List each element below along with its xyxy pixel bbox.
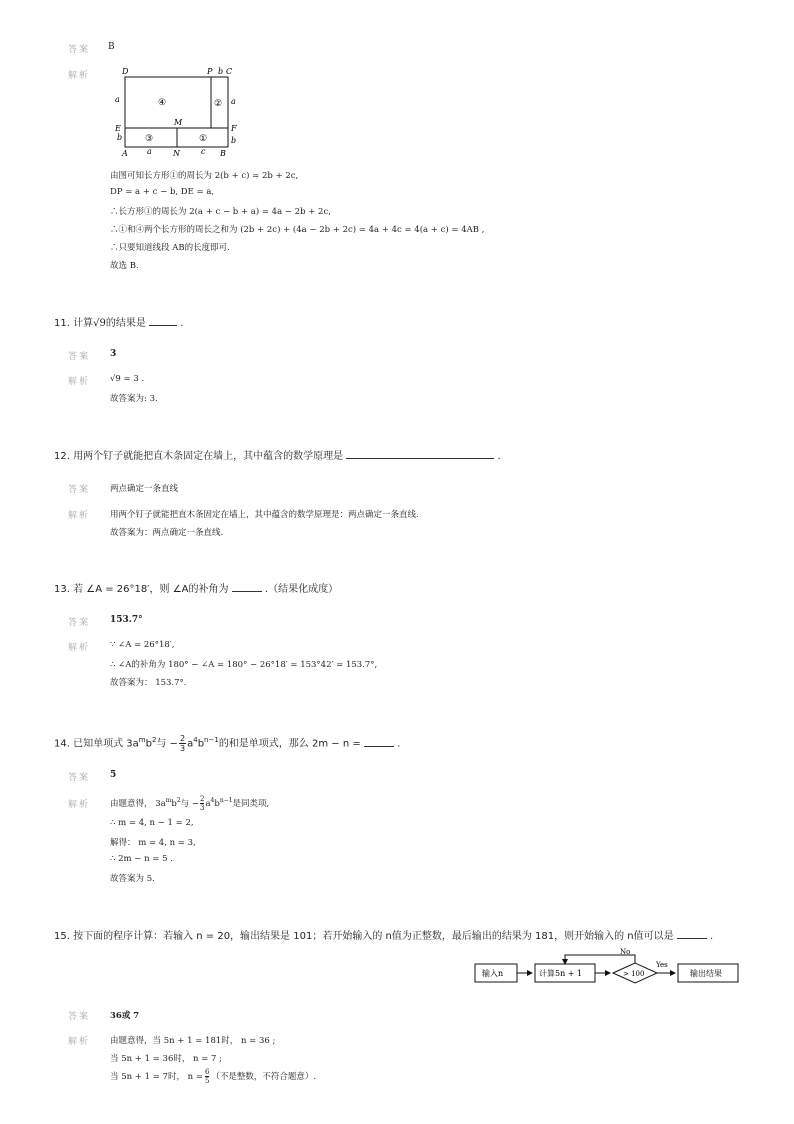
superscript: 2: [151, 736, 157, 745]
fraction-denominator: 3: [200, 804, 205, 812]
analysis-label: 解析: [68, 511, 91, 521]
solution-line: 故答案为: 3.: [110, 394, 158, 404]
label-D: D: [122, 67, 129, 76]
label-A: A: [122, 149, 128, 158]
label-M: M: [174, 118, 183, 127]
solution-line: 用两个钉子就能把直木条固定在墙上，其中蕴含的数学原理是：两点确定一条直线.: [110, 510, 419, 520]
solution-text: 当 5n + 1 = 7时， n =: [110, 1072, 203, 1082]
question-stem: a: [187, 738, 194, 750]
region-3: ③: [145, 134, 154, 144]
question-stem: 12. 用两个钉子就能把直木条固定在墙上，其中蕴含的数学原理是: [54, 451, 344, 462]
superscript: 4: [193, 736, 198, 745]
answer-value: 5: [110, 770, 117, 780]
label-B: B: [220, 149, 226, 158]
flowchart: [470, 946, 742, 986]
question-stem: 的和是单项式，那么 2m − n =: [218, 738, 361, 750]
label-b-right: b: [231, 136, 237, 145]
superscript: n−1: [219, 797, 233, 805]
solution-line: 当 5n + 1 = 36时， n = 7 ;: [110, 1054, 223, 1064]
answer-blank[interactable]: [346, 448, 494, 459]
label-F: F: [231, 124, 237, 133]
question-stem: 14. 已知单项式 3a: [54, 738, 139, 750]
superscript: 2: [176, 797, 181, 805]
solution-text: a: [205, 799, 211, 809]
answer-blank[interactable]: [149, 315, 177, 326]
answer-label: 答案: [68, 1012, 91, 1022]
solution-line: ∴①和④两个长方形的周长之和为 (2b + 2c) + (4a − 2b + 2c) = 4a + 4c = 4(a + c) = 4AB ,: [110, 225, 485, 235]
question-stem: 的结果是: [105, 318, 146, 329]
fraction-denominator: 3: [179, 744, 186, 753]
analysis-label: 解析: [68, 1037, 91, 1047]
answer-label: 答案: [68, 485, 91, 495]
solution-text: b: [171, 799, 177, 809]
label-E: E: [115, 124, 121, 133]
superscript: m: [138, 736, 146, 745]
answer-blank[interactable]: [364, 736, 394, 747]
solution-line: ∴ m = 4, n − 1 = 2,: [110, 818, 194, 828]
label-a-bottom: a: [147, 147, 152, 156]
flow-condition-label: > 100: [623, 970, 645, 978]
solution-text: 由题意得， 3a: [110, 799, 166, 809]
solution-line: 故选 B.: [110, 261, 139, 271]
solution-line: 由图可知长方形①的周长为 2(b + c) = 2b + 2c,: [110, 171, 299, 181]
question-11: [54, 314, 183, 329]
superscript: n−1: [204, 736, 219, 745]
label-c-bottom: c: [201, 147, 206, 156]
question-stem-end: .（结果化成度）: [264, 584, 339, 595]
analysis-label: 解析: [68, 643, 91, 653]
label-b-left: b: [117, 133, 123, 142]
answer-blank[interactable]: [232, 581, 262, 592]
question-stem: 与 −: [156, 738, 178, 750]
solution-line: ∴ ∠A的补角为 180° − ∠A = 180° − 26°18′ = 153°42′ = 153.7°,: [110, 660, 378, 670]
label-a-right: a: [231, 97, 236, 106]
question-stem-end: .: [397, 738, 401, 750]
solution-line: ∵ ∠A = 26°18′,: [110, 640, 175, 650]
solution-line: [110, 795, 269, 812]
fraction-numerator: 2: [200, 795, 205, 803]
answer-blank[interactable]: [677, 928, 707, 939]
question-stem-end: .: [497, 451, 501, 462]
label-P: P: [207, 67, 213, 76]
question-stem: b: [145, 738, 152, 750]
solution-text: b: [214, 799, 220, 809]
superscript: 4: [210, 797, 215, 805]
answer-value: 3: [110, 349, 117, 359]
region-2: ②: [214, 99, 223, 109]
fraction-numerator: 2: [179, 734, 186, 743]
fraction: [200, 795, 204, 812]
question-stem: 13. 若 ∠A = 26°18′，则 ∠A的补角为: [54, 584, 229, 595]
solution-line: 由题意得，当 5n + 1 = 181时， n = 36 ;: [110, 1036, 276, 1046]
solution-text: 与 −: [180, 799, 199, 809]
label-N: N: [173, 149, 180, 158]
analysis-label: 解析: [68, 71, 91, 81]
solution-line: 故答案为 5.: [110, 874, 155, 884]
answer-value: B: [108, 42, 115, 52]
solution-line: ∴只要知道线段 AB的长度即可.: [110, 243, 230, 253]
answer-label: 答案: [68, 773, 91, 783]
flow-output-label: 输出结果: [690, 969, 722, 978]
solution-line: ∴长方形①的周长为 2(a + c − b + a) = 4a − 2b + 2c,: [110, 207, 331, 217]
question-stem: 11. 计算: [54, 318, 94, 329]
rectangle-figure: [112, 64, 242, 160]
question-stem-end: .: [180, 318, 184, 329]
solution-line: 故答案为： 153.7°.: [110, 678, 187, 688]
solution-line: DP = a + c − b, DE = a,: [110, 187, 215, 197]
question-13: [54, 580, 338, 595]
solution-text: 是同类项,: [232, 799, 270, 809]
solution-line: 解得： m = 4, n = 3,: [110, 838, 196, 848]
question-stem: b: [197, 738, 205, 750]
answer-label: 答案: [68, 618, 91, 628]
label-a-left: a: [115, 95, 120, 104]
flow-calc-label: 计算5n + 1: [539, 969, 583, 978]
superscript: m: [165, 797, 172, 805]
answer-label: 答案: [68, 45, 91, 55]
flow-yes-label: Yes: [656, 961, 668, 969]
question-12: [54, 447, 501, 462]
answer-value: 36或 7: [110, 1011, 140, 1021]
flow-no-label: No: [620, 948, 631, 956]
analysis-label: 解析: [68, 377, 91, 387]
question-14: [54, 734, 400, 753]
solution-line: √9 = 3 .: [110, 374, 145, 384]
fraction-numerator: 6: [204, 1068, 210, 1076]
region-1: ①: [199, 134, 208, 144]
question-stem-end: .: [710, 931, 714, 942]
fraction: [179, 734, 186, 753]
answer-label: 答案: [68, 352, 91, 362]
analysis-label: 解析: [68, 800, 91, 810]
solution-text: （不是整数，不符合题意）.: [211, 1072, 317, 1082]
region-4: ④: [158, 98, 167, 108]
question-stem: 15. 按下面的程序计算：若输入 n = 20，输出结果是 101；若开始输入的 n值为正整数，最后输出的结果为 181，则开始输入的 n值可以是: [54, 931, 674, 942]
answer-value: 153.7°: [110, 615, 143, 625]
answer-value: 两点确定一条直线: [110, 484, 179, 494]
label-C: C: [226, 67, 233, 76]
question-15: [54, 927, 713, 942]
label-b-top: b: [218, 67, 224, 76]
solution-line: [110, 1068, 316, 1085]
fraction-denominator: 5: [204, 1077, 210, 1085]
math-expression: √9: [93, 318, 106, 329]
flow-input-label: 输入n: [482, 969, 504, 978]
solution-line: ∴ 2m − n = 5 .: [110, 854, 173, 864]
fraction: [205, 1068, 209, 1085]
solution-line: 故答案为：两点确定一条直线.: [110, 528, 224, 538]
